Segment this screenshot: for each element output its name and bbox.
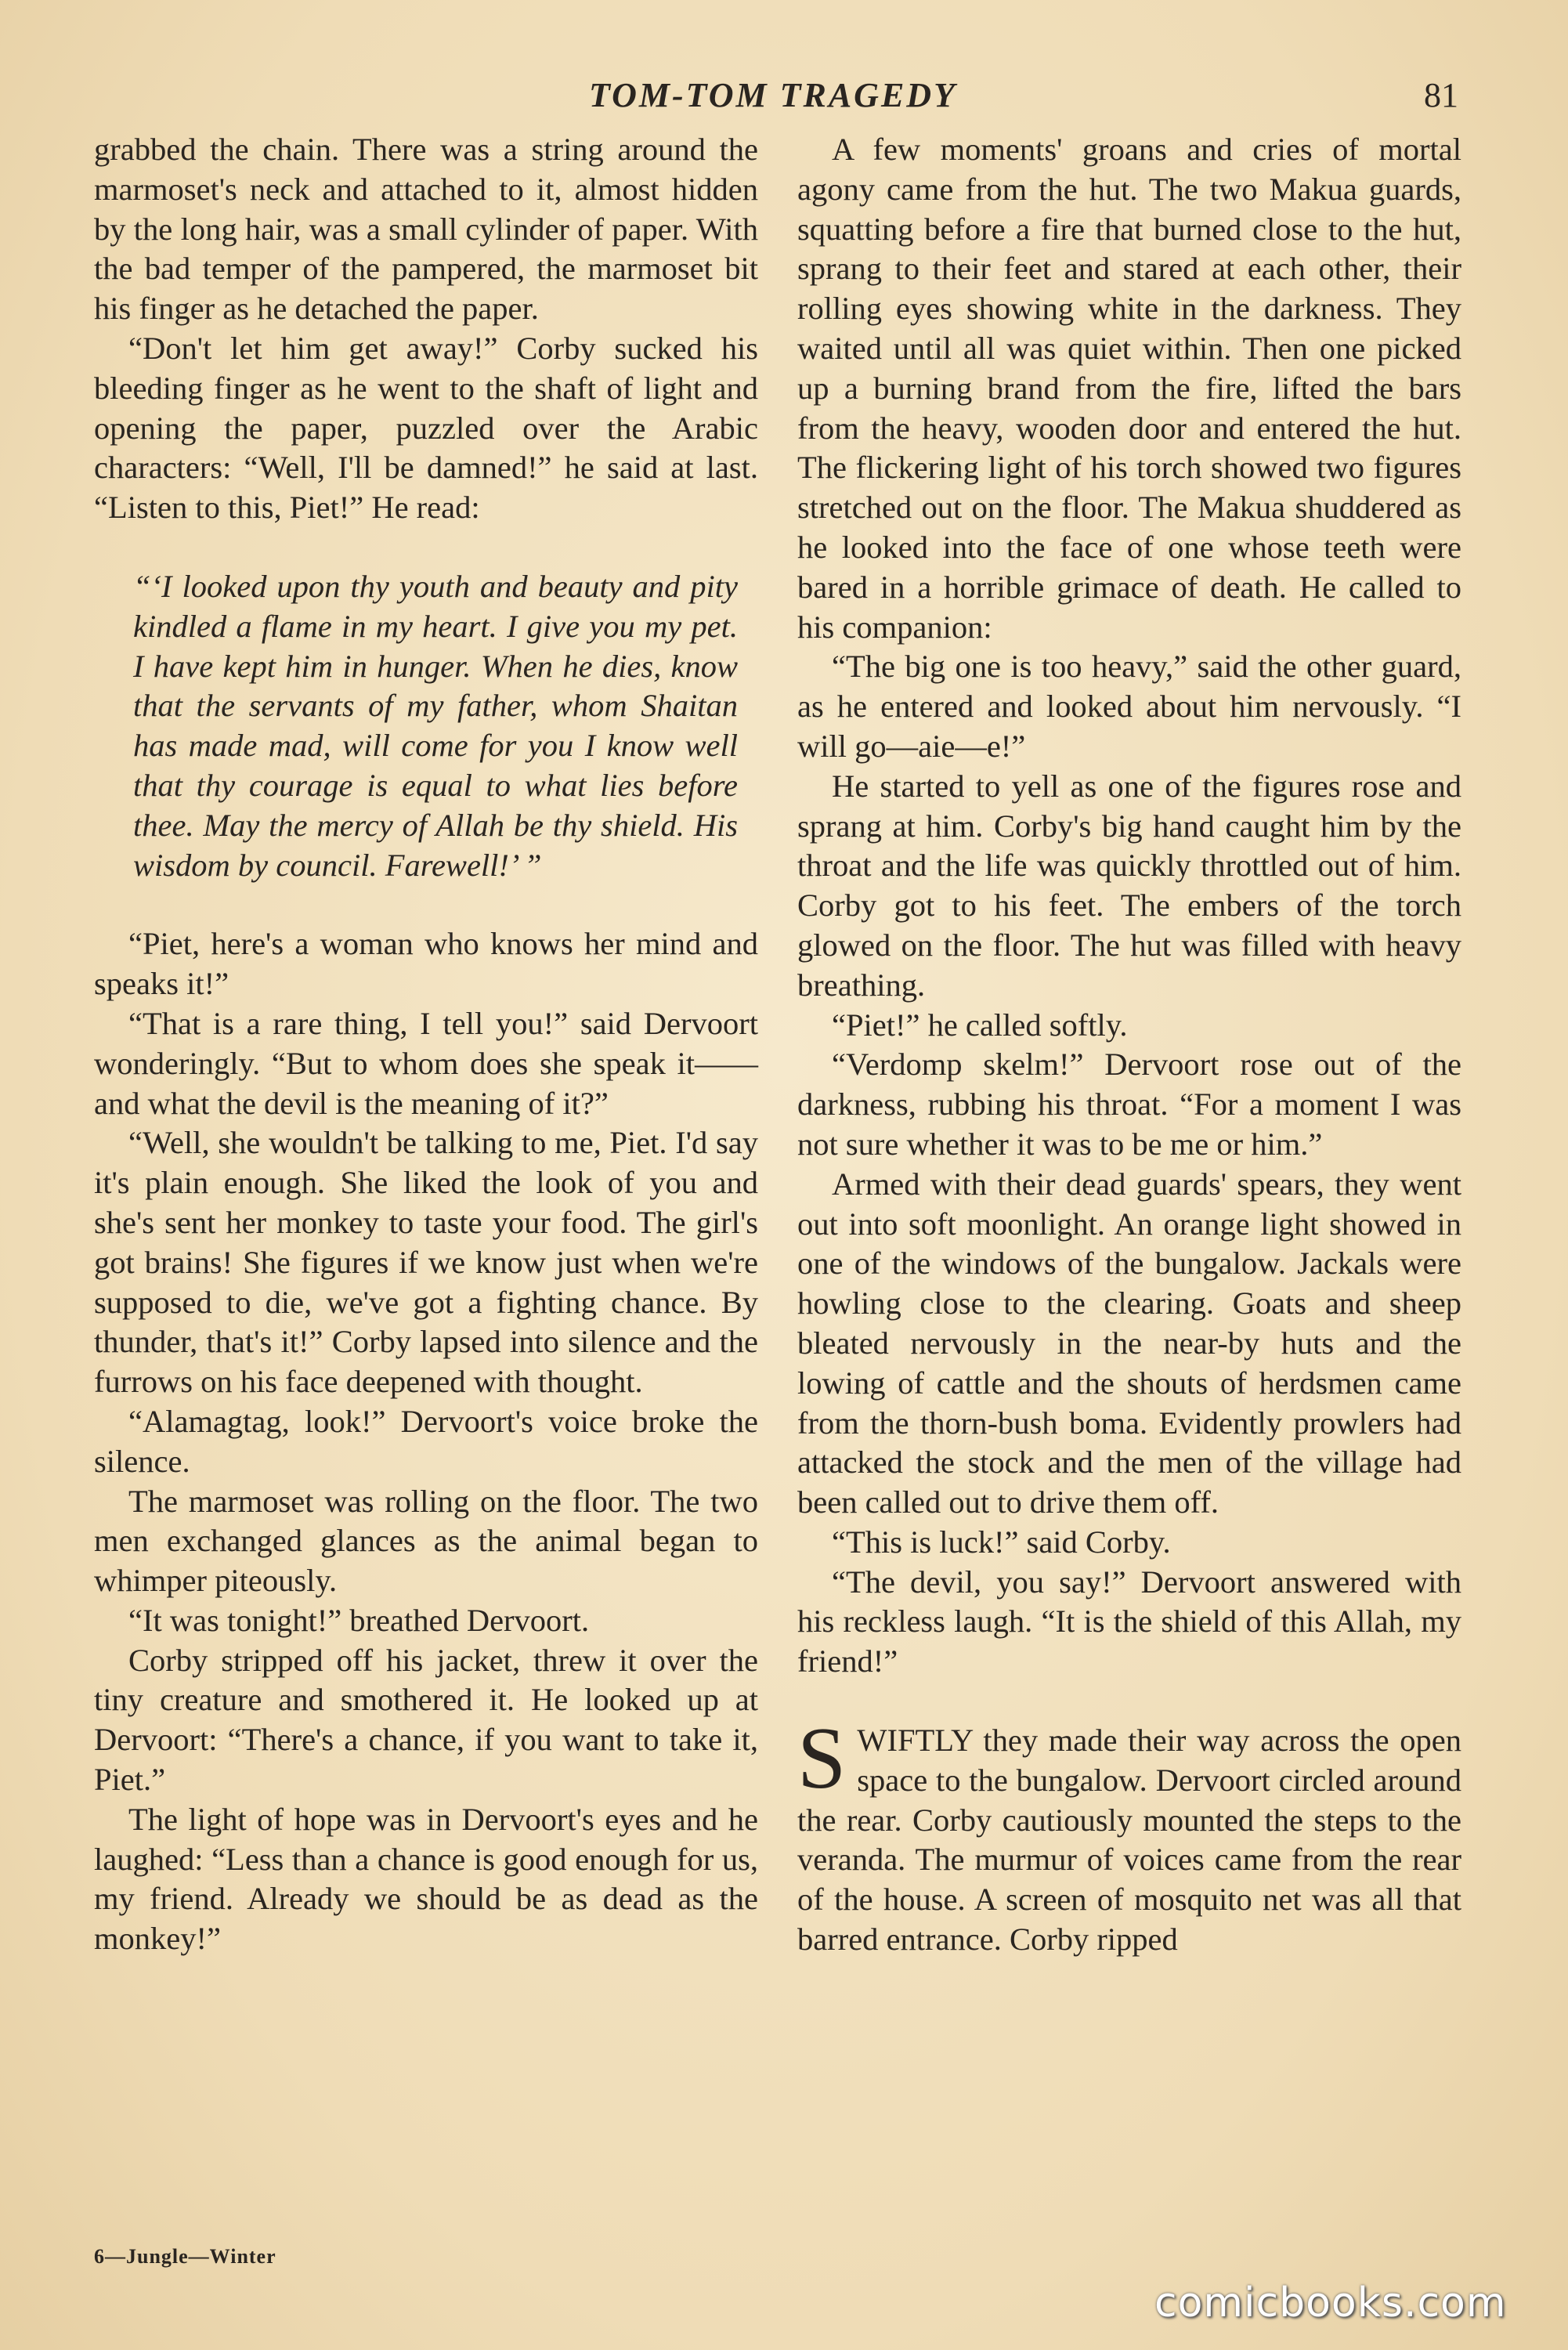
- letter-quote: “‘I looked upon thy youth and beauty and pity kindled a flame in my heart. I give you my pet. I have kept him in hunger. When he dies, know that the servants of my father, whom Shaitan has made mad, will come for you I know well that thy courage is equal to what lies before thee. May the mercy of Allah be thy shield. His wisdom by council. Farewell!’ ”: [133, 568, 738, 883]
- paragraph: Corby stripped off his jacket, threw it over the tiny creature and smothered it. He looked up at Dervoort: “There's a chance, if you want to take it, Piet.”: [94, 1642, 758, 1798]
- footer-note: 6—Jungle—Winter: [94, 2245, 276, 2268]
- running-title: TOM-TOM TRAGEDY: [589, 76, 957, 114]
- paragraph-text: WIFTLY they made their way across the open space to the bungalow. Dervoort circled around the rear. Corby cautiously mounted the steps to the veranda. The murmur of voices came from the rear of the house. A screen of mosquito net was all that barred entrance. Corby ripped: [797, 1723, 1461, 1958]
- page-header: [0, 75, 1568, 122]
- paragraph: “Verdomp skelm!” Dervoort rose out of the darkness, rubbing his throat. “For a moment I was not sure whether it was to be me or him.”: [797, 1047, 1461, 1162]
- paragraph: He started to yell as one of the figures rose and sprang at him. Corby's big hand caught him by the throat and the life was quickly throttled out of him. Corby got to his feet. The embers of the torch glowed on the floor. The hut was filled with heavy breathing.: [797, 768, 1461, 1003]
- paragraph: The light of hope was in Dervoort's eyes and he laughed: “Less than a chance is good enough for us, my friend. Already we should be as dead as the monkey!”: [94, 1801, 758, 1957]
- paragraph: “That is a rare thing, I tell you!” said Dervoort wonderingly. “But to whom does she speak it——and what the devil is the meaning of it?”: [94, 1005, 758, 1121]
- paragraph: “This is luck!” said Corby.: [832, 1524, 1171, 1560]
- paragraph: “Piet, here's a woman who knows her mind and speaks it!”: [94, 926, 758, 1002]
- section-opening-paragraph: [797, 1710, 1461, 1960]
- paragraph: “The big one is too heavy,” said the other guard, as he entered and looked about him nervously. “I will go—aie—e!”: [797, 649, 1461, 764]
- paragraph: Armed with their dead guards' spears, they went out into soft moonlight. An orange light showed in one of the windows of the bungalow. Jackals were howling close to the clearing. Goats and sheep bleated nervously in the near-by huts and the lowing of cattle and the shouts of herdsmen came from the thorn-bush boma. Evidently prowlers had attacked the stock and the men of the village had been called out to drive them off.: [797, 1166, 1461, 1520]
- paragraph: A few moments' groans and cries of mortal agony came from the hut. The two Makua guards, squatting before a fire that burned close to the hut, sprang to their feet and stared at each other, their rolling eyes showing white in the darkness. They waited until all was quiet within. Then one picked up a burning brand from the fire, lifted the bars from the heavy, wooden door and entered the hut. The flickering light of his torch showed two figures stretched out on the floor. The Makua shuddered as he looked into the face of one whose teeth were bared in a horrible grimace of death. He called to his companion:: [797, 132, 1461, 645]
- paragraph: “Alamagtag, look!” Dervoort's voice broke the silence.: [94, 1403, 758, 1479]
- watermark: comicbooks.com: [1154, 2280, 1507, 2326]
- drop-cap: S: [797, 1710, 847, 1808]
- paragraph: “It was tonight!” breathed Dervoort.: [128, 1602, 590, 1638]
- paragraph: The marmoset was rolling on the floor. The two men exchanged glances as the animal began to whimper piteously.: [94, 1483, 758, 1599]
- paragraph: “Don't let him get away!” Corby sucked his bleeding finger as he went to the shaft of light and opening the paper, puzzled over the Arabic characters: “Well, I'll be damned!” he said at last. “Listen to this, Piet!” He read:: [94, 330, 758, 526]
- paragraph: “Well, she wouldn't be talking to me, Piet. I'd say it's plain enough. She liked the look of you and she's sent her monkey to taste your food. The girl's got brains! She figures if we know just when we're supposed to die, we've got a fighting chance. By thunder, that's it!” Corby lapsed into silence and the furrows on his face deepened with thought.: [94, 1125, 758, 1400]
- left-column: [94, 130, 758, 1959]
- paragraph: grabbed the chain. There was a string around the marmoset's neck and attached to it, almost hidden by the long hair, was a small cylinder of paper. With the bad temper of the pampered, the marmoset bit his finger as he detached the paper.: [94, 132, 758, 327]
- paragraph: “Piet!” he called softly.: [832, 1007, 1128, 1043]
- right-column: [797, 130, 1461, 1960]
- paragraph: “The devil, you say!” Dervoort answered with his reckless laugh. “It is the shield of this Allah, my friend!”: [797, 1564, 1461, 1679]
- page-number: 81: [1424, 76, 1458, 114]
